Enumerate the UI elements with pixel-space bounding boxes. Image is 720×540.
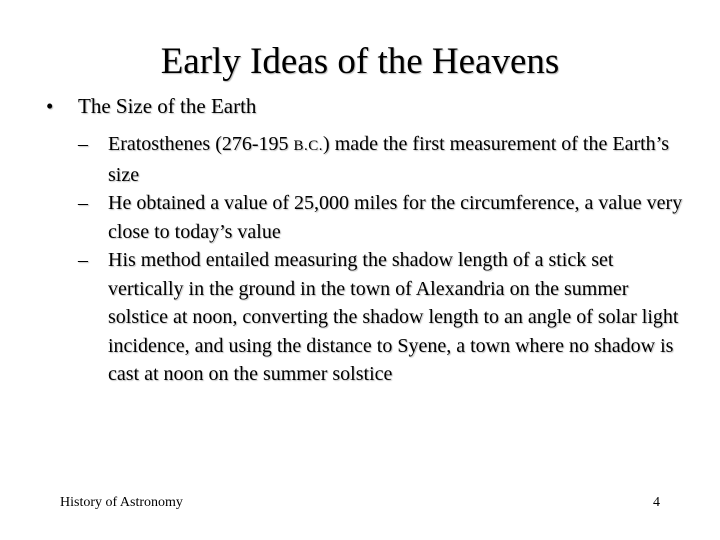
sub-bullet-method xyxy=(46,246,686,389)
sub-bullet-text: He obtained a value of 25,000 miles for the circumference, a value very close to today’s value xyxy=(108,192,683,243)
page-number: 4 xyxy=(653,495,660,510)
slide-title: Early Ideas of the Heavens xyxy=(160,41,560,82)
sub-bullet-text-post: ) made the first measurement of the Earth’s size xyxy=(108,133,670,186)
sub-bullet-marker: – xyxy=(78,249,88,271)
sub-bullet-era-abbrev: B.C. xyxy=(293,138,324,154)
bullet-marker: • xyxy=(46,94,54,118)
sub-bullet-value xyxy=(46,189,686,246)
bullet-text: The Size of the Earth xyxy=(78,94,257,118)
footer-course-title: History of Astronomy xyxy=(60,495,183,510)
sub-bullet-marker: – xyxy=(78,192,88,214)
sub-bullet-text: His method entailed measuring the shadow length of a stick set vertically in the ground in the town of Alexandria on the summer solstice at noon, converting the shadow length to an angle of solar light incidence, and using the distance to Syene, a town where no shadow is cast at noon on the summer solstice xyxy=(108,249,679,385)
sub-bullet-marker: – xyxy=(78,133,88,155)
sub-bullet-text-pre: Eratosthenes (276-195 xyxy=(108,133,294,155)
slide-content xyxy=(46,92,686,389)
bullet-size-of-earth xyxy=(46,92,686,120)
sub-bullet-eratosthenes xyxy=(46,130,686,189)
